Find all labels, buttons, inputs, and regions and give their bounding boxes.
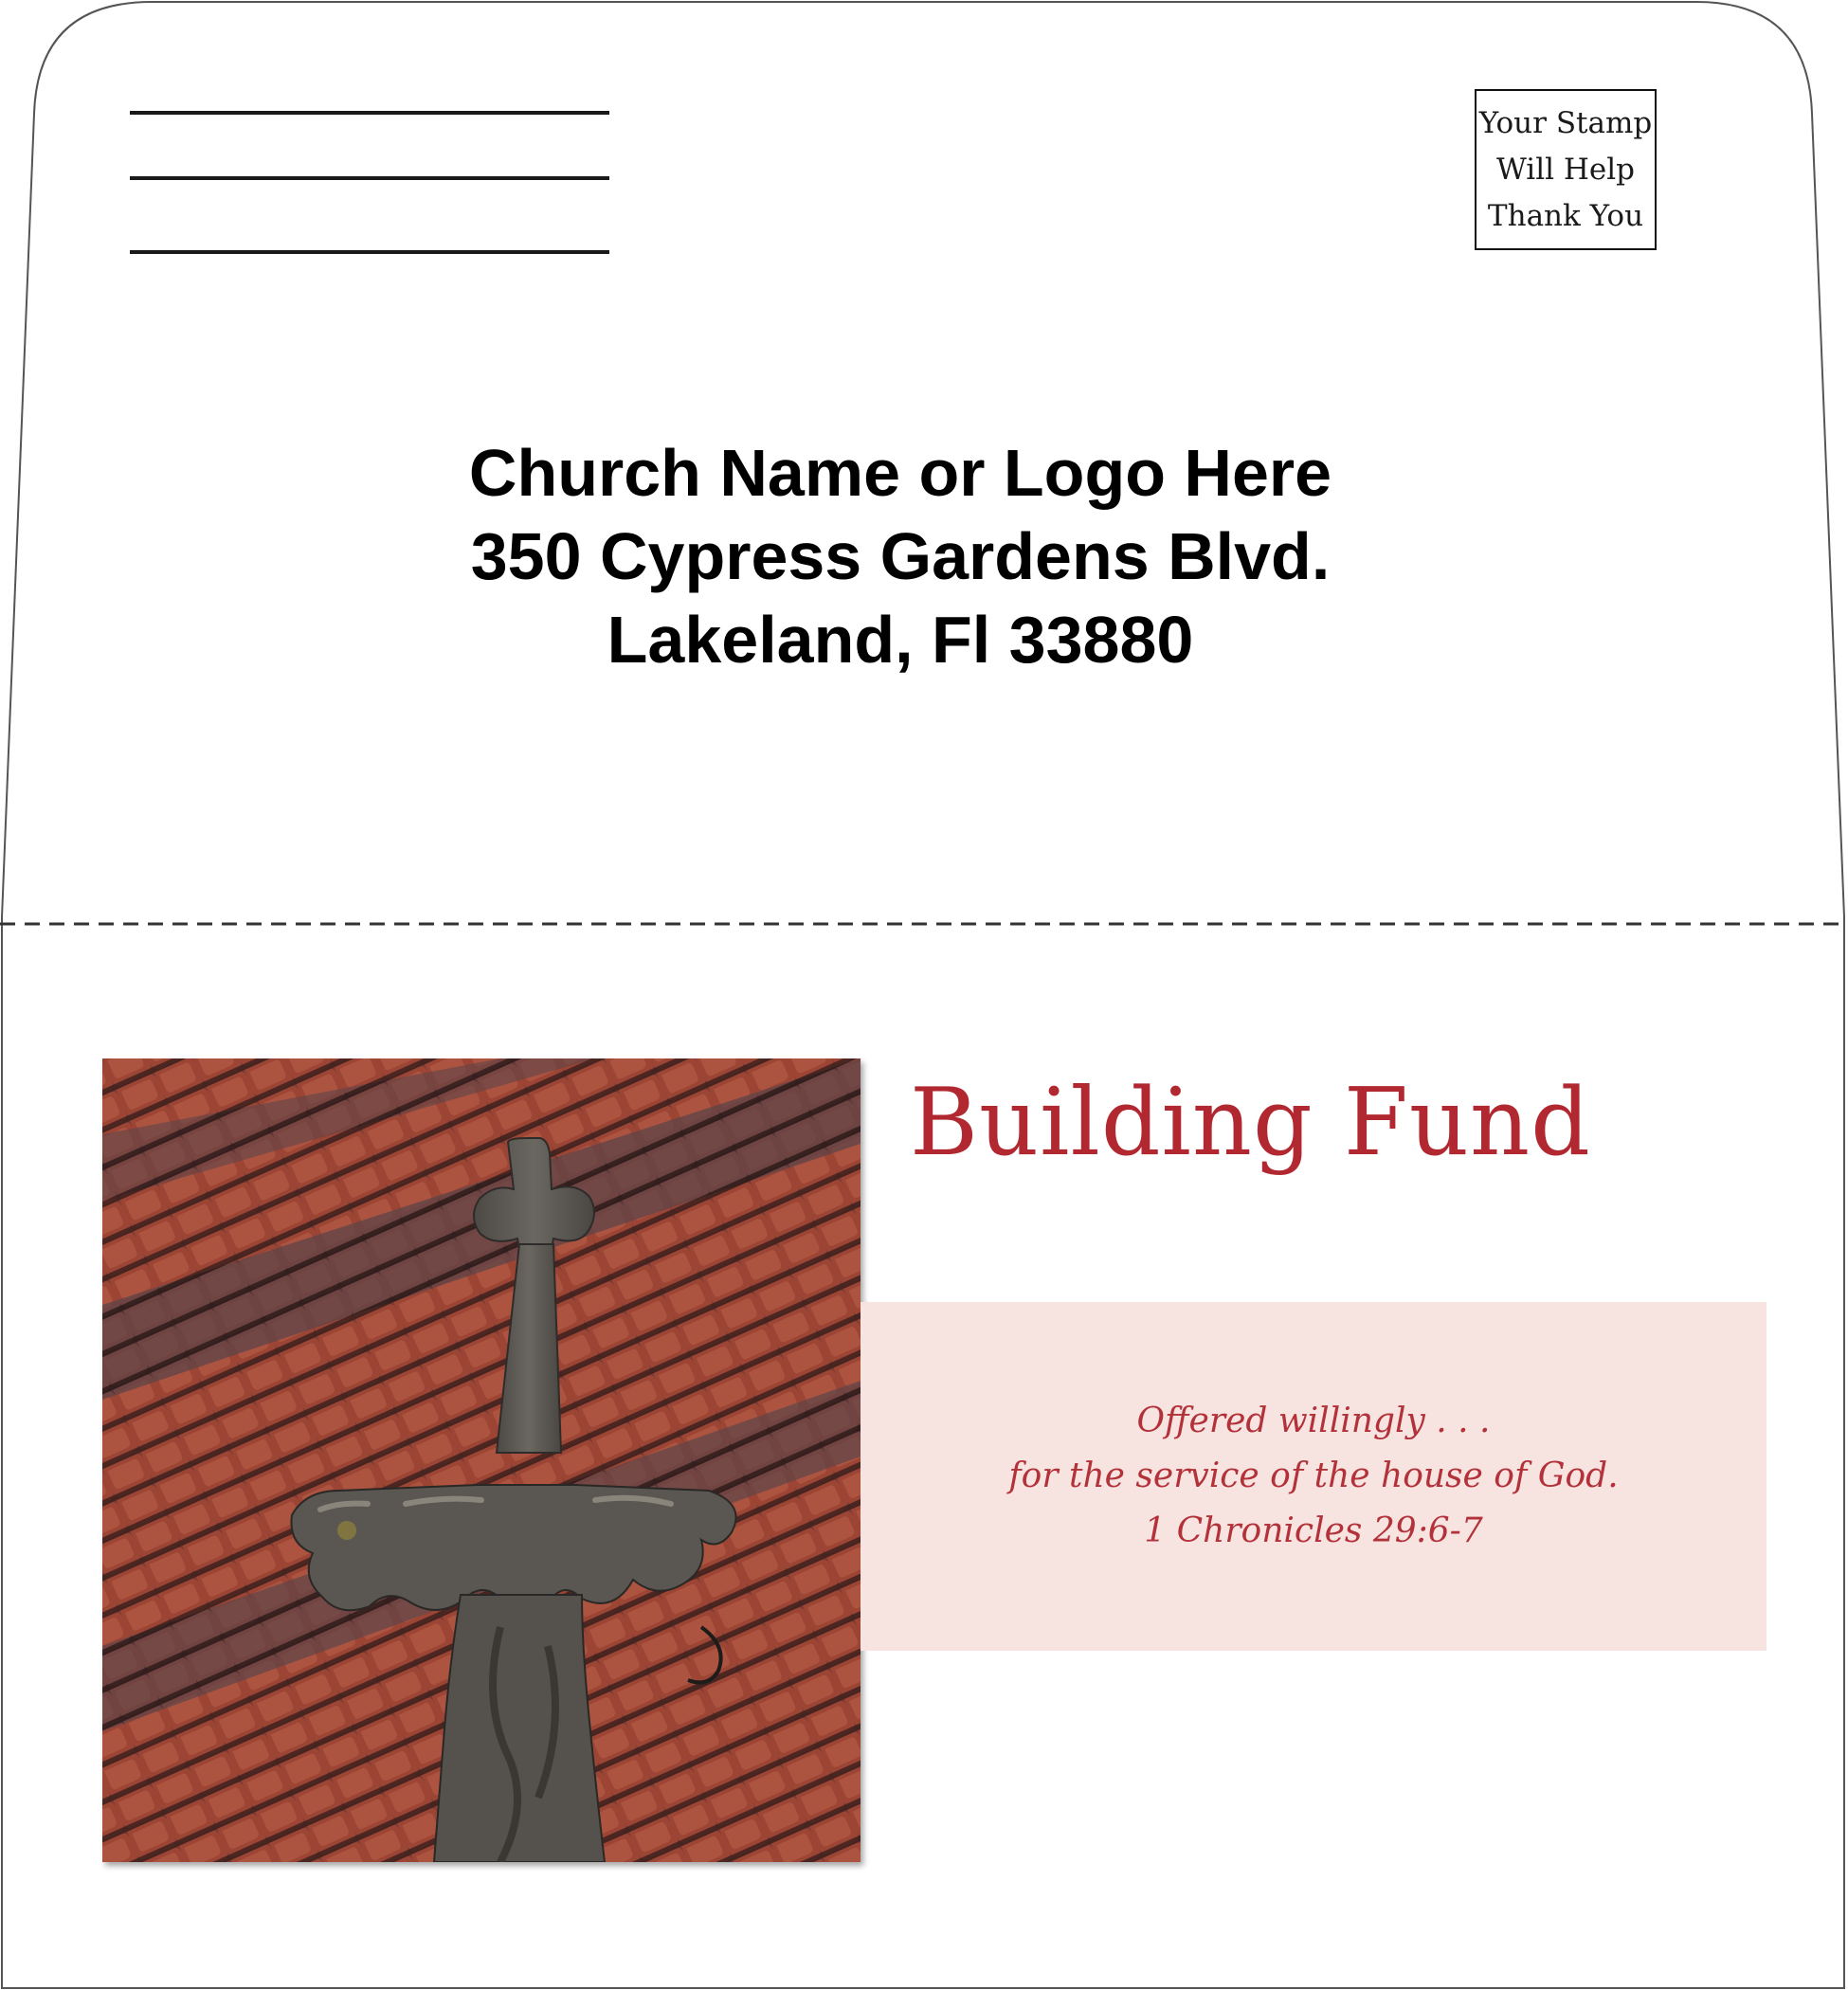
street-address: 350 Cypress Gardens Blvd. [470, 519, 1331, 593]
stone-cross-photo [102, 1058, 861, 1862]
stone-cross-image [102, 1058, 861, 1862]
verse-line: Offered willingly . . . [1136, 1402, 1491, 1440]
stamp-box [1475, 89, 1657, 250]
city-state-zip: Lakeland, Fl 33880 [607, 603, 1194, 677]
stamp-text-line: Your Stamp [1478, 105, 1653, 140]
mailing-address [0, 431, 1801, 681]
church-name: Church Name or Logo Here [468, 436, 1332, 510]
scripture-verse-panel [861, 1302, 1766, 1651]
building-fund-title: Building Fund [910, 1069, 1591, 1177]
verse-line: for the service of the house of God. [1008, 1456, 1619, 1495]
verse-reference: 1 Chronicles 29:6-7 [1144, 1511, 1483, 1550]
stamp-text-line: Thank You [1487, 198, 1644, 233]
stamp-text-line: Will Help [1495, 152, 1636, 187]
